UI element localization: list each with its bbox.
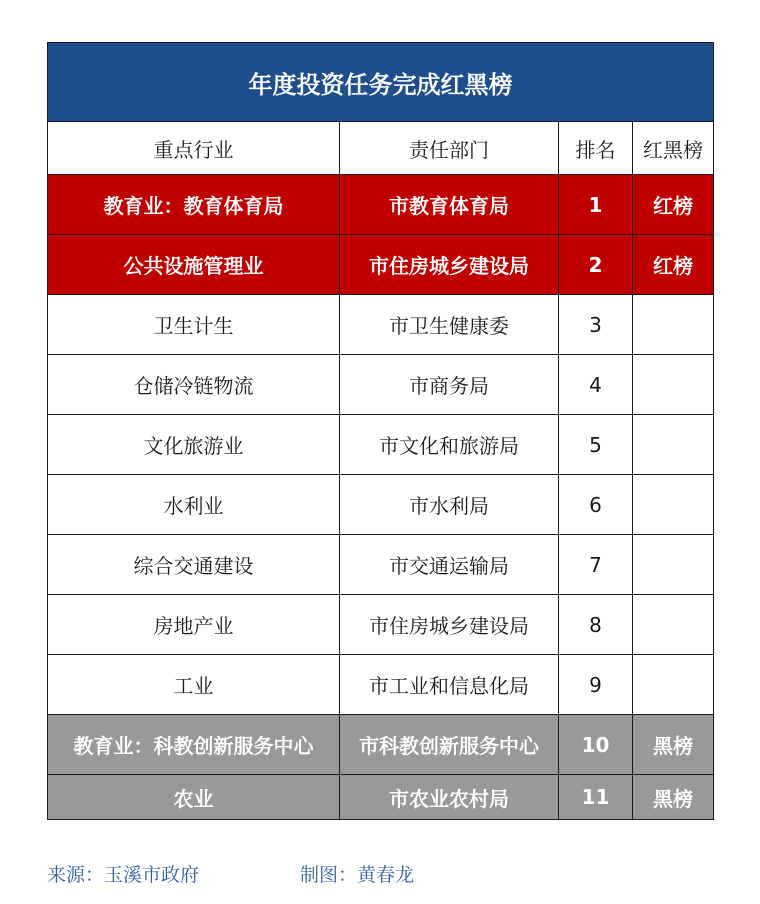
department-cell: 市科教创新服务中心 [340, 715, 559, 775]
rank-cell: 10 [559, 715, 633, 775]
table-row [48, 535, 714, 595]
department-cell: 市工业和信息化局 [340, 655, 559, 715]
board-cell: 黑榜 [633, 715, 714, 775]
industry-cell: 房地产业 [48, 595, 340, 655]
ranking-table [47, 42, 714, 820]
industry-cell: 教育业：科教创新服务中心 [48, 715, 340, 775]
department-cell: 市卫生健康委 [340, 295, 559, 355]
table-row [48, 715, 714, 775]
table-row [48, 355, 714, 415]
table-row [48, 295, 714, 355]
industry-cell: 仓储冷链物流 [48, 355, 340, 415]
department-cell: 市水利局 [340, 475, 559, 535]
rank-cell: 11 [559, 775, 633, 820]
industry-cell: 工业 [48, 655, 340, 715]
department-cell: 市教育体育局 [340, 175, 559, 235]
industry-cell: 公共设施管理业 [48, 235, 340, 295]
industry-cell: 农业 [48, 775, 340, 820]
rank-cell: 6 [559, 475, 633, 535]
board-cell [633, 355, 714, 415]
department-cell: 市交通运输局 [340, 535, 559, 595]
rank-cell: 7 [559, 535, 633, 595]
source-credit: 来源：玉溪市政府 [47, 864, 200, 886]
rank-cell: 1 [559, 175, 633, 235]
table-row [48, 415, 714, 475]
department-cell: 市文化和旅游局 [340, 415, 559, 475]
board-cell [633, 595, 714, 655]
table-row [48, 175, 714, 235]
table-title: 年度投资任务完成红黑榜 [48, 43, 714, 122]
industry-cell: 教育业：教育体育局 [48, 175, 340, 235]
rank-cell: 2 [559, 235, 633, 295]
table-row [48, 475, 714, 535]
board-cell: 黑榜 [633, 775, 714, 820]
board-cell [633, 415, 714, 475]
chart-author-credit: 制图：黄春龙 [300, 864, 415, 886]
footer [47, 860, 415, 887]
table-row [48, 235, 714, 295]
board-cell [633, 655, 714, 715]
header-department: 责任部门 [340, 122, 559, 175]
board-cell: 红榜 [633, 235, 714, 295]
rank-cell: 8 [559, 595, 633, 655]
header-row [48, 122, 714, 175]
industry-cell: 综合交通建设 [48, 535, 340, 595]
board-cell: 红榜 [633, 175, 714, 235]
board-cell [633, 475, 714, 535]
title-row [48, 43, 714, 122]
industry-cell: 水利业 [48, 475, 340, 535]
rank-cell: 4 [559, 355, 633, 415]
header-rank: 排名 [559, 122, 633, 175]
rank-cell: 5 [559, 415, 633, 475]
department-cell: 市住房城乡建设局 [340, 595, 559, 655]
industry-cell: 文化旅游业 [48, 415, 340, 475]
department-cell: 市农业农村局 [340, 775, 559, 820]
department-cell: 市商务局 [340, 355, 559, 415]
table-row [48, 775, 714, 820]
rank-cell: 9 [559, 655, 633, 715]
board-cell [633, 295, 714, 355]
header-industry: 重点行业 [48, 122, 340, 175]
industry-cell: 卫生计生 [48, 295, 340, 355]
department-cell: 市住房城乡建设局 [340, 235, 559, 295]
rank-cell: 3 [559, 295, 633, 355]
board-cell [633, 535, 714, 595]
table-row [48, 655, 714, 715]
header-board: 红黑榜 [633, 122, 714, 175]
table-row [48, 595, 714, 655]
